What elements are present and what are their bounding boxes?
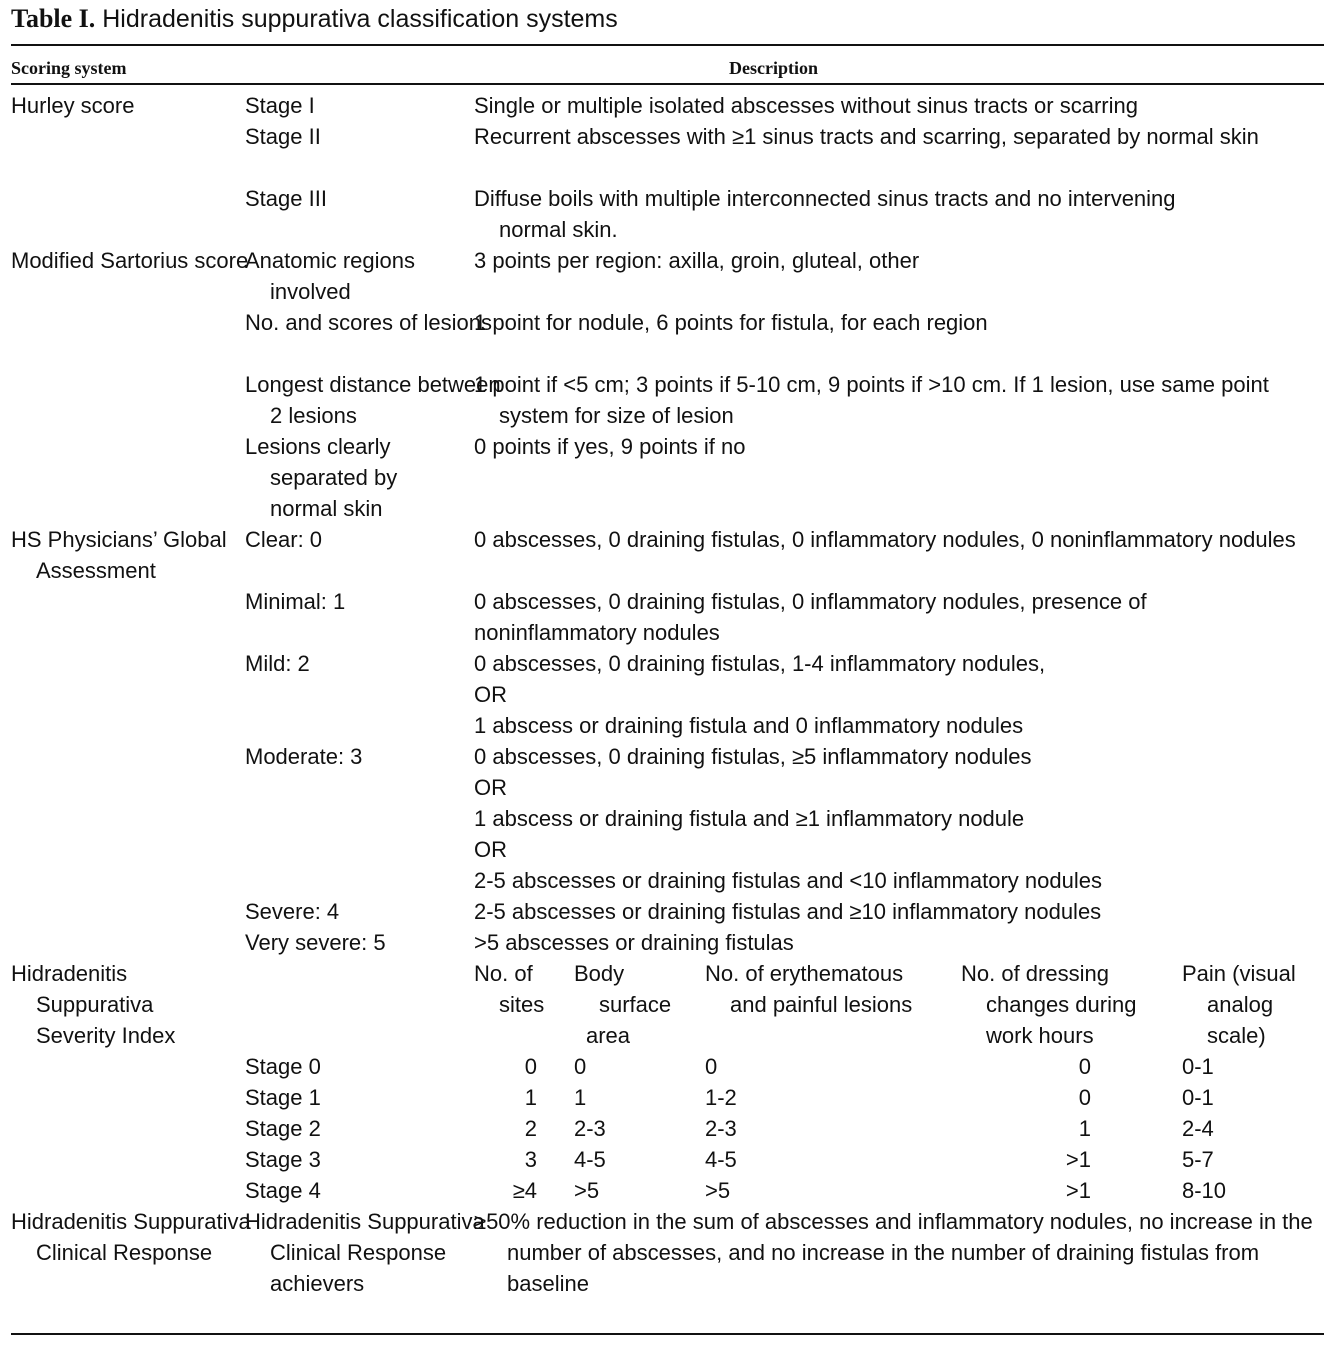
table-row <box>11 1114 1324 1145</box>
subheader-pain: Pain (visual analog scale) <box>1182 961 1296 1048</box>
table-row <box>11 122 1324 184</box>
table-label: Table I. <box>11 4 96 33</box>
item-description: 1 point if <5 cm; 3 points if 5-10 cm, 9 points if >10 cm. If 1 lesion, use same point system for size of lesion <box>474 372 1269 428</box>
description-line: OR <box>474 836 507 862</box>
stage-description: Recurrent abscesses with ≥1 sinus tracts and scarring, separated by normal skin <box>474 124 1259 149</box>
table-title: Hidradenitis suppurativa classification systems <box>102 5 618 33</box>
system-name: HS Physicians’ Global Assessment <box>11 527 227 583</box>
system-name: Hidradenitis Suppurativa Clinical Response <box>11 1209 251 1265</box>
item-description: 1 point for nodule, 6 points for fistula, for each region <box>474 310 988 335</box>
system-name: Modified Sartorius score <box>11 248 249 273</box>
stage-label: Stage I <box>245 93 315 118</box>
cell-sites: 1 <box>524 1085 537 1110</box>
table-row <box>11 959 1324 1052</box>
cell-pain: 8-10 <box>1182 1178 1227 1203</box>
table-row <box>11 1083 1324 1114</box>
level-label: Moderate: 3 <box>245 744 363 769</box>
table-row <box>11 897 1324 928</box>
cell-pain: 0-1 <box>1182 1085 1214 1110</box>
table-row <box>11 246 1324 308</box>
stage-label: Stage 0 <box>245 1054 321 1079</box>
stage-description: Diffuse boils with multiple interconnected sinus tracts and no intervening normal skin. <box>474 186 1176 242</box>
item-description: 0 points if yes, 9 points if no <box>474 434 746 459</box>
cell-sites: ≥4 <box>512 1178 537 1203</box>
level-description: 2-5 abscesses or draining fistulas and ≥10 inflammatory nodules <box>474 899 1102 924</box>
description-line: 0 abscesses, 0 draining fistulas, 1-4 inflammatory nodules, <box>474 651 1046 676</box>
cell-body-surface-area: 0 <box>574 1054 587 1079</box>
cell-lesions: >5 <box>705 1178 731 1203</box>
severity-index-rows <box>11 1052 1324 1207</box>
stage-label: Stage 1 <box>245 1085 321 1110</box>
table-row <box>11 1052 1324 1083</box>
table-caption <box>11 4 618 34</box>
table-row <box>11 928 1324 959</box>
stage-label: Stage III <box>245 186 327 211</box>
item-label: Longest distance between 2 lesions <box>245 372 501 428</box>
item-label: Lesions clearly separated by normal skin <box>245 434 398 521</box>
level-label: Clear: 0 <box>245 527 323 552</box>
cell-dressing-changes: >1 <box>1065 1178 1091 1203</box>
table-row <box>11 525 1324 587</box>
table-row <box>11 742 1324 897</box>
table-row <box>11 1145 1324 1176</box>
cell-lesions: 4-5 <box>705 1147 737 1172</box>
stage-label: Stage II <box>245 124 321 149</box>
header-rule <box>11 83 1324 85</box>
header-scoring-system: Scoring system <box>11 58 127 78</box>
cell-body-surface-area: 4-5 <box>574 1147 606 1172</box>
cell-dressing-changes: 0 <box>1078 1054 1091 1079</box>
cell-sites: 3 <box>524 1147 537 1172</box>
cell-body-surface-area: 1 <box>574 1085 587 1110</box>
subheader-sites: No. of sites <box>474 961 545 1017</box>
item-description: ≥50% reduction in the sum of abscesses and inflammatory nodules, no increase in the number of abscesses, and no increase in the number of draining fistulas from baseline <box>474 1209 1313 1296</box>
cell-dressing-changes: >1 <box>1065 1147 1091 1172</box>
level-description: >5 abscesses or draining fistulas <box>474 930 794 955</box>
level-label: Minimal: 1 <box>245 589 346 614</box>
description-line: 2-5 abscesses or draining fistulas and <10 inflammatory nodules <box>474 867 1102 893</box>
item-label: Anatomic regions involved <box>245 248 415 304</box>
top-rule <box>11 44 1324 46</box>
system-name: Hidradenitis Suppurativa Severity Index <box>11 961 176 1048</box>
cell-body-surface-area: >5 <box>574 1178 600 1203</box>
level-description <box>474 742 1324 897</box>
subheader-dressing-changes: No. of dressing changes during work hours <box>961 961 1137 1048</box>
header-description: Description <box>729 58 818 78</box>
cell-pain: 5-7 <box>1182 1147 1214 1172</box>
description-line: OR <box>474 774 507 800</box>
cell-body-surface-area: 2-3 <box>574 1116 606 1141</box>
table-row <box>11 1207 1324 1331</box>
cell-sites: 0 <box>524 1054 537 1079</box>
item-label: Hidradenitis Suppurativa Clinical Response achievers <box>245 1209 485 1296</box>
table-row <box>11 432 1324 525</box>
description-line: OR <box>474 681 507 707</box>
cell-pain: 2-4 <box>1182 1116 1214 1141</box>
table-body <box>11 91 1324 1331</box>
description-line: 1 abscess or draining fistula and 0 inflammatory nodules <box>474 712 1024 738</box>
level-label: Severe: 4 <box>245 899 340 924</box>
subheader-body-surface-area: Body surface area <box>574 961 672 1048</box>
stage-label: Stage 2 <box>245 1116 321 1141</box>
stage-description: Single or multiple isolated abscesses without sinus tracts or scarring <box>474 93 1138 118</box>
level-description: 0 abscesses, 0 draining fistulas, 0 inflammatory nodules, 0 noninflammatory nodules <box>474 527 1296 552</box>
table-row <box>11 370 1324 432</box>
description-line: 1 abscess or draining fistula and ≥1 inflammatory nodule <box>474 805 1025 831</box>
level-label: Very severe: 5 <box>245 930 386 955</box>
level-description <box>474 649 1324 742</box>
subheader-lesions: No. of erythematous and painful lesions <box>705 961 913 1017</box>
system-name: Hurley score <box>11 93 135 118</box>
cell-lesions: 0 <box>705 1054 718 1079</box>
table-row <box>11 91 1324 122</box>
item-label: No. and scores of lesions <box>245 310 493 335</box>
table-row <box>11 1176 1324 1207</box>
cell-lesions: 1-2 <box>705 1085 737 1110</box>
cell-dressing-changes: 0 <box>1078 1085 1091 1110</box>
level-description: 0 abscesses, 0 draining fistulas, 0 inflammatory nodules, presence of noninflammatory nodules <box>474 589 1147 645</box>
cell-sites: 2 <box>524 1116 537 1141</box>
bottom-rule <box>11 1333 1324 1335</box>
item-description: 3 points per region: axilla, groin, gluteal, other <box>474 248 920 273</box>
description-line: 0 abscesses, 0 draining fistulas, ≥5 inflammatory nodules <box>474 744 1032 769</box>
table-row <box>11 587 1324 649</box>
stage-label: Stage 3 <box>245 1147 321 1172</box>
cell-pain: 0-1 <box>1182 1054 1214 1079</box>
table-row <box>11 308 1324 370</box>
stage-label: Stage 4 <box>245 1178 321 1203</box>
cell-dressing-changes: 1 <box>1078 1116 1091 1141</box>
level-label: Mild: 2 <box>245 651 310 676</box>
table-row <box>11 649 1324 742</box>
cell-lesions: 2-3 <box>705 1116 737 1141</box>
table-row <box>11 184 1324 246</box>
